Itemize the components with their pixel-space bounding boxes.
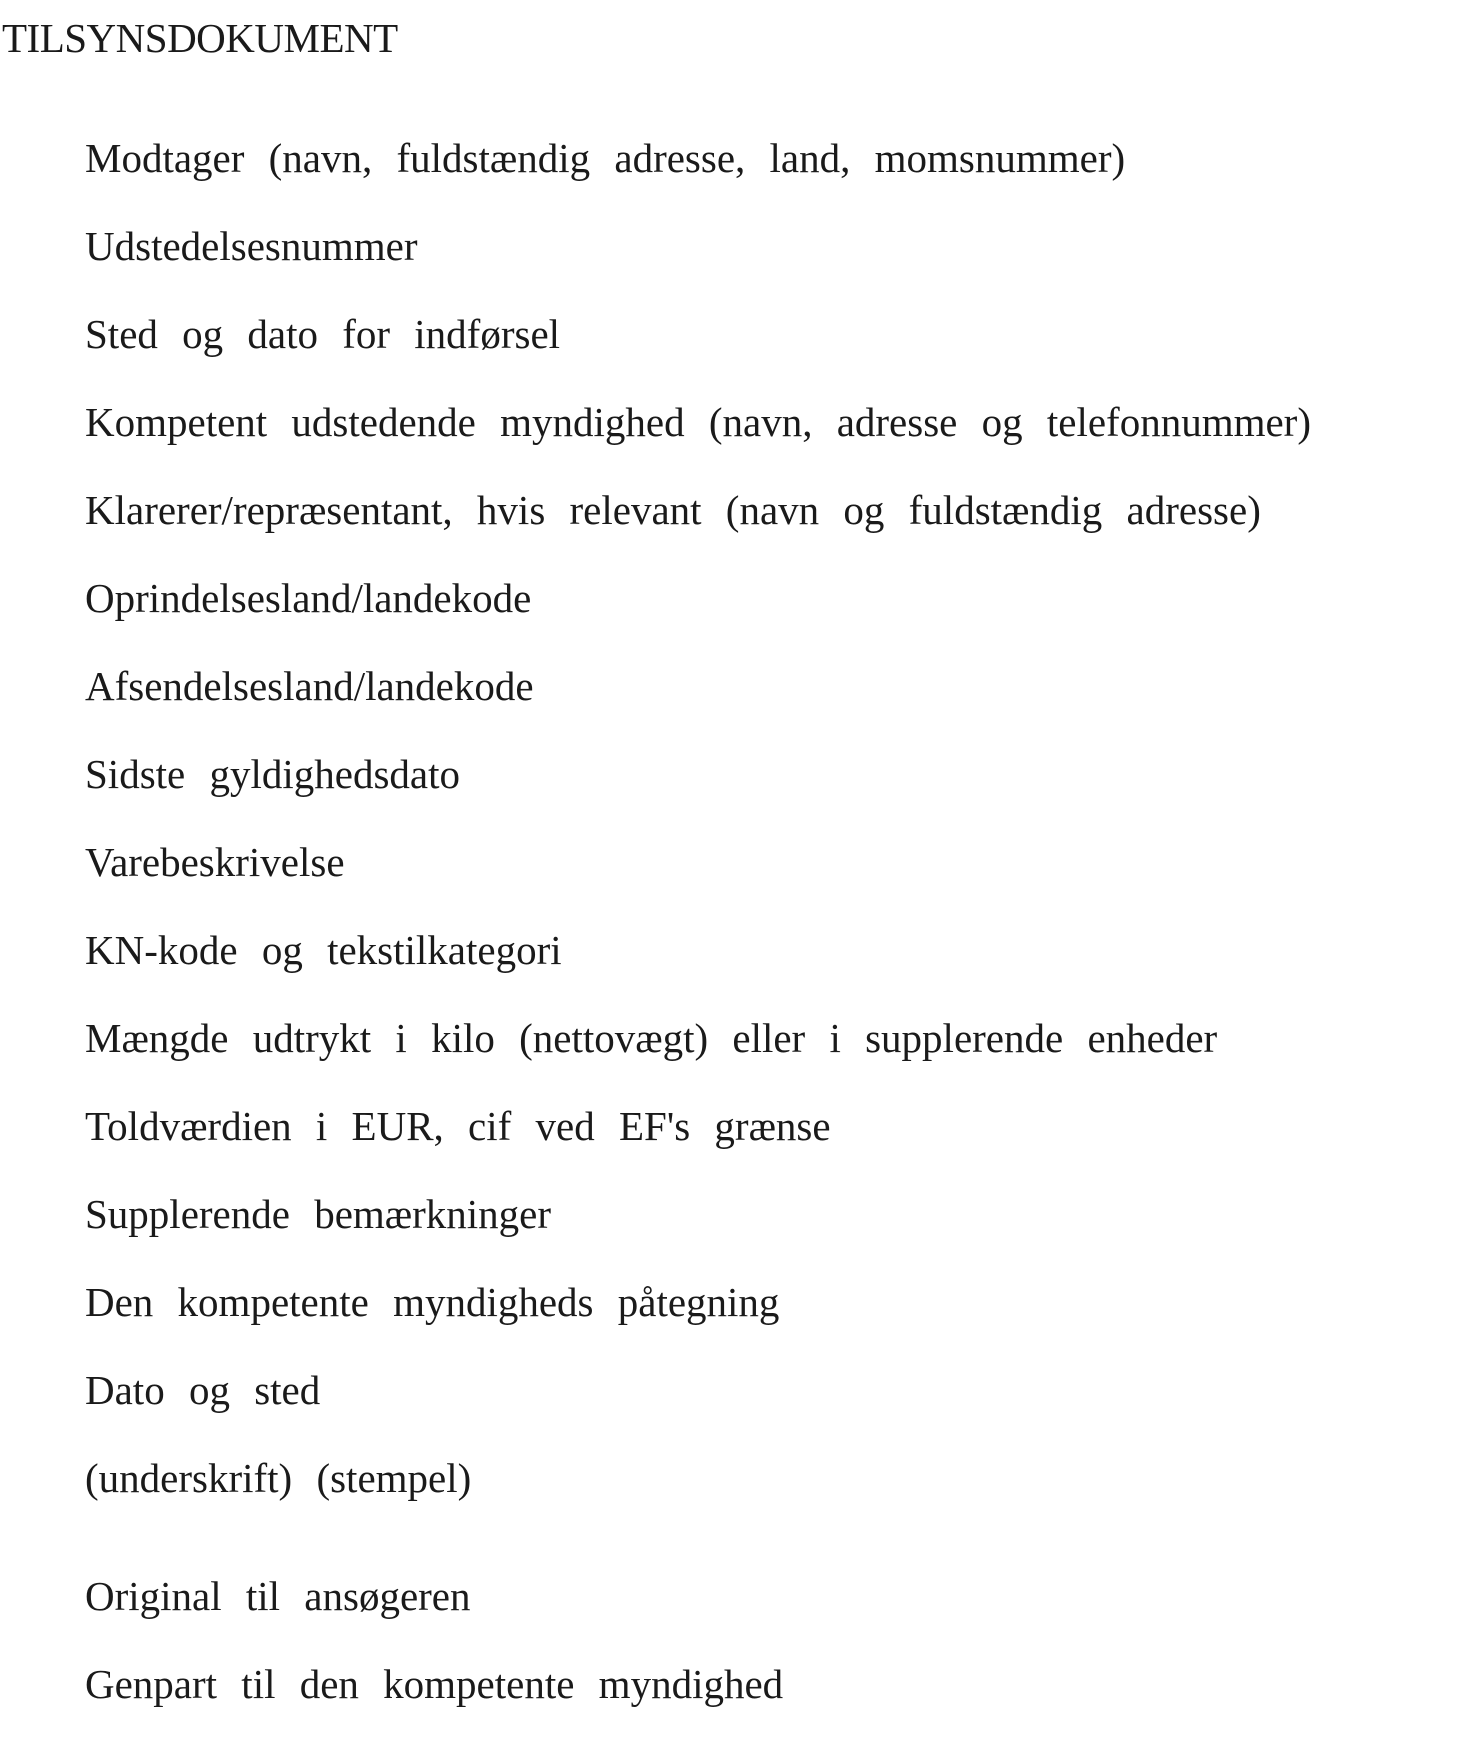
item-text: Udstedelsesnummer	[85, 223, 418, 269]
date-place-line: Dato og sted	[85, 1367, 321, 1413]
item-text: Sted og dato for indførsel	[85, 311, 561, 357]
item-text: Toldværdien i EUR, cif ved EF's grænse	[85, 1103, 831, 1149]
endorsement-block	[85, 1366, 471, 1542]
item-text: Afsendelsesland/landekode	[85, 663, 534, 709]
item-text: Modtager (navn, fuldstændig adresse, land, momsnummer)	[85, 135, 1126, 181]
item-text: Den kompetente myndigheds påtegning	[85, 1279, 780, 1325]
item-text: Sidste gyldighedsdato	[85, 751, 461, 797]
signature-stamp-line: (underskrift) (stempel)	[85, 1455, 472, 1501]
original-copy-line: Original til ansøgeren	[85, 1573, 471, 1619]
duplicate-copy-line: Genpart til den kompetente myndighed	[85, 1661, 784, 1707]
item-text: Oprindelsesland/landekode	[85, 575, 532, 621]
document-title: TILSYNSDOKUMENT	[2, 15, 398, 61]
item-text: Supplerende bemærkninger	[85, 1191, 552, 1237]
item-text: Mængde udtrykt i kilo (nettovægt) eller i supplerende enheder	[85, 1015, 1218, 1061]
item-text: Klarerer/repræsentant, hvis relevant (navn og fuldstændig adresse)	[85, 487, 1261, 533]
item-text: Varebeskrivelse	[85, 839, 345, 885]
distribution-block	[85, 1572, 783, 1748]
item-text: KN-kode og tekstilkategori	[85, 927, 562, 973]
item-text: Kompetent udstedende myndighed (navn, adresse og telefonnummer)	[85, 399, 1311, 445]
